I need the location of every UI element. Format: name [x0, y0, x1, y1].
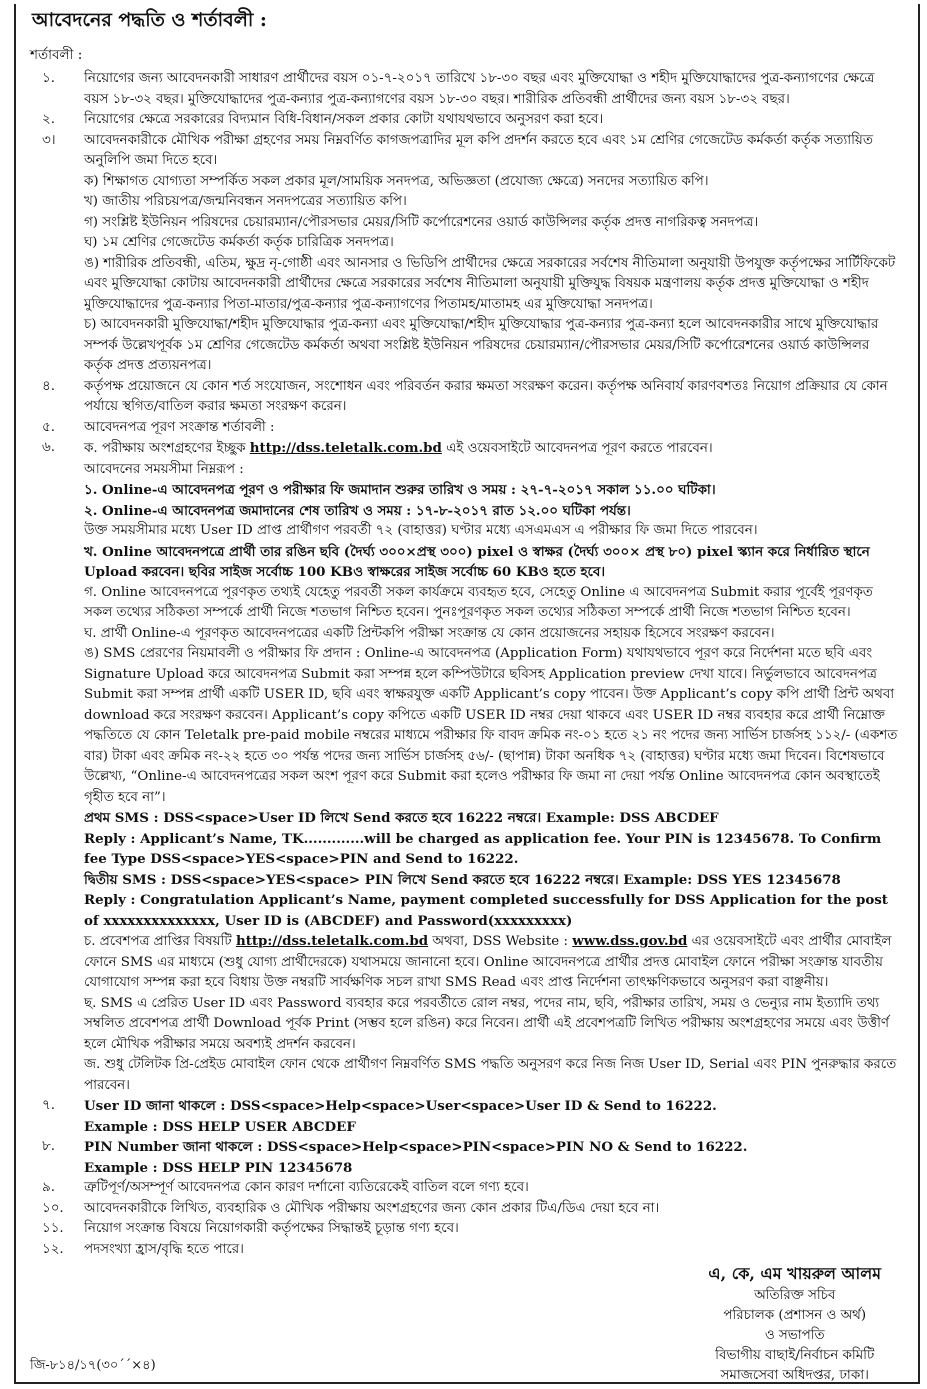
- deadline-heading: আবেদনের সময়সীমা নিম্নরূপ :: [84, 461, 244, 477]
- document-list-item: খ) জাতীয় পরিচয়পত্র/জন্মনিবন্ধন সনদপত্রের সত্যায়িত কপি।: [84, 194, 407, 209]
- conditions-subtitle: শর্তাবলী :: [30, 47, 83, 63]
- teletalk-link[interactable]: http://dss.teletalk.com.bd: [249, 440, 442, 456]
- admit-card-info: চ. প্রবেশপত্র প্রাপ্তির বিষয়টি http://dss.teletalk.com.bd অথবা, DSS Website : www.dss.gov.bd এর ওয়েবসাইটে এবং প্রার্থীর মোবাইল ফোনে SMS এর মাধ্যমে (শুধু যোগ্য প্রার্থীদেরকে) যথাসময়ে জানানো হবে। Online আবেদনপত্রে প্রার্থীর প্রদত্ত মোবাইল ফোনে পরীক্ষা সংক্রান্ত যাবতীয় যোগাযোগ সম্পন্ন করা হবে বিধায় উক্ত নম্বরটি সার্বক্ষণিক সচল রাখা SMS Read এবং প্রাপ্ত নির্দেশনা তাৎক্ষণিকভাবে অনুসরণ করা বাঞ্ছনীয়।: [84, 933, 892, 990]
- condition-item-3: ৩। আবেদনকারীকে মৌখিক পরীক্ষা গ্রহণের সময় নিম্নবর্ণিত কাগজপত্রাদির মূল কপি প্রদর্শন করতে হবে এবং ১ম শ্রেণির গেজেটেড কর্মকর্তা কর্তৃক সত্যায়িত অনুলিপি জমা দিতে হবে।: [42, 132, 873, 168]
- admit-download-info: ছ. SMS এ প্রেরিত User ID এবং Password ব্যবহার করে পরবর্তীতে রোল নম্বর, পদের নাম, ছবি, পরীক্ষার তারিখ, সময় ও ভেন্যুর নাম ইত্যাদি তথ্য সম্বলিত প্রবেশপত্র প্রার্থী Download পূর্বক Print (সম্ভব হলে রঙিন) করে নিবেন। প্রার্থী এই প্রবেশপত্রটি লিখিত পরীক্ষায় অংশগ্রহণের সময়ে এবং উত্তীর্ণ হলে মৌখিক পরীক্ষার সময়ে অবশ্যই প্রদর্শন করবেন।: [84, 995, 890, 1052]
- condition-item-10: ১০. আবেদনকারীকে লিখিত, ব্যবহারিক ও মৌখিক পরীক্ষায় অংশগ্রহণের জন্য কোন প্রকার টিএ/ডিএ দেয়া হবে না।: [42, 1200, 660, 1216]
- signatory-office: সমাজসেবা অধিদপ্তর, ঢাকা।: [720, 1368, 869, 1383]
- dss-website-link[interactable]: www.dss.gov.bd: [572, 933, 688, 949]
- notice-document: [22, 6, 902, 1260]
- condition-item-1: ১. নিয়োগের জন্য আবেদনকারী সাধারণ প্রার্থীদের বয়স ০১-৭-২০১৭ তারিখে ১৮-৩০ বছর এবং মুক্তিযোদ্ধা ও শহীদ মুক্তিযোদ্ধাদের পুত্র-কন্যাগণের ক্ষেত্রে বয়স ১৮-৩২ বছর। মুক্তিযোদ্ধাদের পুত্র-কন্যার পুত্র-কন্যাগণের বয়স ১৮-৩০ বছর। শারীরিক প্রতিবন্ধী প্রার্থীদের জন্য বয়স ১৮-৩২ বছর।: [42, 71, 875, 107]
- condition-item-8: ৮. PIN Number জানা থাকলে : DSS<space>Help<space>PIN<space>PIN NO & Send to 16222. Example : DSS HELP PIN 12345678: [42, 1139, 748, 1176]
- condition-item-12: ১২. পদসংখ্যা হ্রাস/বৃদ্ধি হতে পারে।: [42, 1241, 244, 1257]
- signatory-name: এ, কে, এম খায়রুল আলম: [708, 1264, 881, 1283]
- document-list-item: ক) শিক্ষাগত যোগ্যতা সম্পর্কিত সকল প্রকার মূল/সাময়িক সনদপত্র, অভিজ্ঞতা (প্রযোজ্য ক্ষেত্রে) সনদের সত্যায়িত কপি।: [84, 173, 709, 189]
- sms-rules: ঙ) SMS প্রেরণের নিয়মাবলী ও পরীক্ষার ফি প্রদান : Online-এ আবেদনপত্র (Application Form) যথাযথভাবে পূরণ করে নির্দেশনা মতে ছবি এবং Signature Upload করে আবেদনপত্র Submit করা সম্পন্ন হলে কম্পিউটারে ছবিসহ Application preview দেখা যাবে। নির্ভুলভাবে আবেদনপত্র Submit করা সম্পন্ন প্রার্থী একটি USER ID, ছবি এবং স্বাক্ষরযুক্ত একটি Applicant’s copy পাবেন। উক্ত Applicant’s copy কপি প্রার্থী প্রিন্ট অথবা download করে সংরক্ষণ করবেন। Applicant’s copy কপিতে একটি USER ID নম্বর দেয়া থাকবে এবং USER ID নম্বর ব্যবহার করে প্রার্থী নিম্নোক্ত পদ্ধতিতে যে কোন Teletalk pre-paid mobile নম্বরের মাধ্যমে পরীক্ষার ফি বাবদ ক্রমিক নং-০১ হতে ২১ নং পদের জন্য সার্ভিস চার্জসহ ১১২/- (একশত বার) টাকা এবং ক্রমিক নং-২২ হতে ৩০ পর্যন্ত পদের জন্য সার্ভিস চার্জসহ ৫৬/- (ছাপান্ন) টাকা অনধিক ৭২ (বাহাত্তর) ঘণ্টার মধ্যে জমা দিবেন। বিশেষভাবে উল্লেখ্য, “Online-এ আবেদনপত্রের সকল অংশ পূরণ করে Submit করা হলেও পরীক্ষার ফি জমা না দেয়া পর্যন্ত Online আবেদনপত্র কোন অবস্থাতেই গৃহীত হবে না”।: [84, 646, 898, 805]
- document-list-item: গ) সংশ্লিষ্ট ইউনিয়ন পরিষদের চেয়ারম্যান/পৌরসভার মেয়র/সিটি কর্পোরেশনের ওয়ার্ড কাউন্সিলর কর্তৃক প্রদত্ত নাগরিকত্ব সনদপত্র।: [84, 214, 759, 230]
- first-sms: প্রথম SMS : DSS<space>User ID লিখে Send করতে হবে 16222 নম্বরে। Example: DSS ABCDEF: [84, 810, 719, 826]
- signatory-title: ও সভাপতি: [764, 1328, 825, 1343]
- teletalk-link[interactable]: http://dss.teletalk.com.bd: [235, 933, 429, 949]
- memo-number: জি-৮১৪/১৭(৩০´´×৪): [30, 1358, 156, 1373]
- condition-item-2: ২. নিয়োগের ক্ষেত্রে সরকারের বিদ্যমান বিধি-বিধান/সকল প্রকার কোটা যথাযথভাবে অনুসরণ করা হবে।: [42, 112, 604, 127]
- page-title: আবেদনের পদ্ধতি ও শর্তাবলী :: [32, 9, 267, 31]
- deadline-start: ১. Online-এ আবেদনপত্র পূরণ ও পরীক্ষার ফি জমাদান শুরুর তারিখ ও সময় : ২৭-৭-২০১৭ সকাল ১১.০০ ঘটিকা।: [84, 482, 716, 498]
- second-reply: Reply : Congratulation Applicant’s Name, payment completed successfully for DSS Application for the post of xxxxxxxxxxxxxx, User ID is (ABCDEF) and Password(xxxxxxxxx): [84, 892, 888, 929]
- signatory-title: অতিরিক্ত সচিব: [754, 1288, 836, 1303]
- signatory-title: পরিচালক (প্রশাসন ও অর্থ): [723, 1308, 867, 1323]
- second-sms: দ্বিতীয় SMS : DSS<space>YES<space> PIN লিখে Send করতে হবে 16222 নম্বরে। Example: DSS YES 12345678: [84, 871, 841, 888]
- condition-item-9: ৯. ত্রুটিপূর্ণ/অসম্পূর্ণ আবেদনপত্র কোন কারণ দর্শানো ব্যতিরেকেই বাতিল বলে গণ্য হবে।: [42, 1180, 529, 1195]
- deadline-end: ২. Online-এ আবেদনপত্র জমাদানের শেষ তারিখ ও সময় : ১৭-৮-২০১৭ রাত ১২.০০ ঘটিকা পর্যন্ত।: [84, 502, 631, 519]
- verify-instruction: গ. Online আবেদনপত্রে পূরণকৃত তথ্যই যেহেতু পরবর্তী সকল কার্যক্রমে ব্যবহৃত হবে, সেহেতু Online এ আবেদনপত্র Submit করার পূর্বেই পূরণকৃত সকল তথ্যের সঠিকতা সম্পর্কে প্রার্থী নিজে শতভাগ নিশ্চিত হবেন। পুনঃপূরণকৃত সকল তথ্যের সঠিকতা সম্পর্কে প্রার্থী নিজে শতভাগ নিশ্চিত হবেন।: [84, 584, 873, 620]
- condition-item-6: ৬. ক. পরীক্ষায় অংশগ্রহণের ইচ্ছুক http://dss.teletalk.com.bd এই ওয়েবসাইটে আবেদনপত্র পূরণ করতে পারবেন।: [42, 440, 713, 456]
- condition-item-4: ৪. কর্তৃপক্ষ প্রয়োজনে যে কোন শর্ত সংযোজন, সংশোধন এবং পরিবর্তন করার ক্ষমতা সংরক্ষণ করেন। কর্তৃপক্ষ অনিবার্য কারণবশতঃ নিয়োগ প্রক্রিয়ার যে কোন পর্যায়ে স্থগিত/বাতিল করার ক্ষমতা সংরক্ষণ করেন।: [42, 378, 888, 414]
- upload-instruction: খ. Online আবেদনপত্রে প্রার্থী তার রঙিন ছবি (দৈর্ঘ্য ৩০০×প্রস্থ ৩০০) pixel ও স্বাক্ষর (দৈর্ঘ্য ৩০০× প্রস্থ ৮০) pixel স্ক্যান করে নির্ধারিত স্থানে Upload করবেন। ছবির সাইজ সর্বোচ্চ 100 KBও স্বাক্ষরের সাইজ সর্বোচ্চ 60 KBও হতে হবে।: [84, 543, 870, 580]
- signature-block: [708, 1264, 881, 1386]
- document-list-item: ঘ) ১ম শ্রেণির গেজেটেড কর্মকর্তা কর্তৃক চারিত্রিক সনদপত্র।: [84, 235, 394, 250]
- first-reply: Reply : Applicant’s Name, TK.............will be charged as application fee. Your PIN is 12345678. To Confirm fee Type DSS<space>YES<space>PIN and Send to 16222.: [84, 830, 882, 867]
- recovery-info: জ. শুধু টেলিটক প্রি-প্রেইড মোবাইল ফোন থেকে প্রার্থীগণ নিম্নবর্ণিত SMS পদ্ধতি অনুসরণ করে নিজ নিজ User ID, Serial এবং PIN পুনরুদ্ধার করতে পারবেন।: [84, 1057, 897, 1093]
- fee-note: উক্ত সময়সীমার মধ্যে User ID প্রাপ্ত প্রার্থীগণ পরবর্তী ৭২ (বাহাত্তর) ঘণ্টার মধ্যে এসএমএস এ পরীক্ষার ফি জমা দিতে পারবেন।: [84, 523, 758, 538]
- signatory-title: বিভাগীয় বাছাই/নির্বাচন কমিটি: [715, 1348, 875, 1363]
- document-list-item: ঙ) শারীরিক প্রতিবন্ধী, এতিম, ক্ষুদ্র নৃ-গোষ্ঠী এবং আনসার ও ভিডিপি প্রার্থীদের ক্ষেত্রে সরকারের সর্বশেষ নীতিমালা অনুযায়ী উপযুক্ত কর্তৃপক্ষের সার্টিফিকেট এবং মুক্তিযোদ্ধা কোটায় আবেদনকারী প্রার্থীদের ক্ষেত্রে সরকারের সর্বশেষ নীতিমালা অনুযায়ী মুক্তিযুদ্ধ বিষয়ক মন্ত্রণালয় কর্তৃক প্রদত্ত মুক্তিযোদ্ধা ও শহীদ মুক্তিযোদ্ধাদের পুত্র-কন্যার পিতা-মাতার/পুত্র-কন্যার পুত্র-কন্যাগণের পিতামহ/মাতামহ এর মুক্তিযোদ্ধা সনদপত্র।: [84, 255, 896, 312]
- condition-item-5: ৫. আবেদনপত্র পূরণ সংক্রান্ত শর্তাবলী :: [42, 419, 275, 435]
- printcopy-instruction: ঘ. প্রার্থী Online-এ পূরণকৃত আবেদনপত্রের একটি প্রিন্টকপি পরীক্ষা সংক্রান্ত যে কোন প্রয়োজনের সহায়ক হিসেবে সংরক্ষণ করবেন।: [84, 625, 775, 641]
- condition-item-7: ৭. User ID জানা থাকলে : DSS<space>Help<space>User<space>User ID & Send to 16222. Example : DSS HELP USER ABCDEF: [42, 1098, 717, 1135]
- condition-item-11: ১১. নিয়োগ সংক্রান্ত বিষয়ে নিয়োগকারী কর্তৃপক্ষের সিদ্ধান্তই চূড়ান্ত গণ্য হবে।: [42, 1221, 459, 1236]
- document-list-item: চ) আবেদনকারী মুক্তিযোদ্ধা/শহীদ মুক্তিযোদ্ধার পুত্র-কন্যা এবং মুক্তিযোদ্ধা/শহীদ মুক্তিযোদ্ধার পুত্র-কন্যার পুত্র-কন্যা হলে আবেদনকারীর সাথে মুক্তিযোদ্ধার সম্পর্ক উল্লেখপূর্বক ১ম শ্রেণির গেজেটেড কর্মকর্তা অথবা সংশ্লিষ্ট ইউনিয়ন পরিষদের চেয়ারম্যান/পৌরসভার মেয়র/সিটি কর্পোরেশনের ওয়ার্ড কাউন্সিলর কর্তৃক প্রদত্ত প্রত্যয়নপত্র।: [84, 317, 879, 373]
